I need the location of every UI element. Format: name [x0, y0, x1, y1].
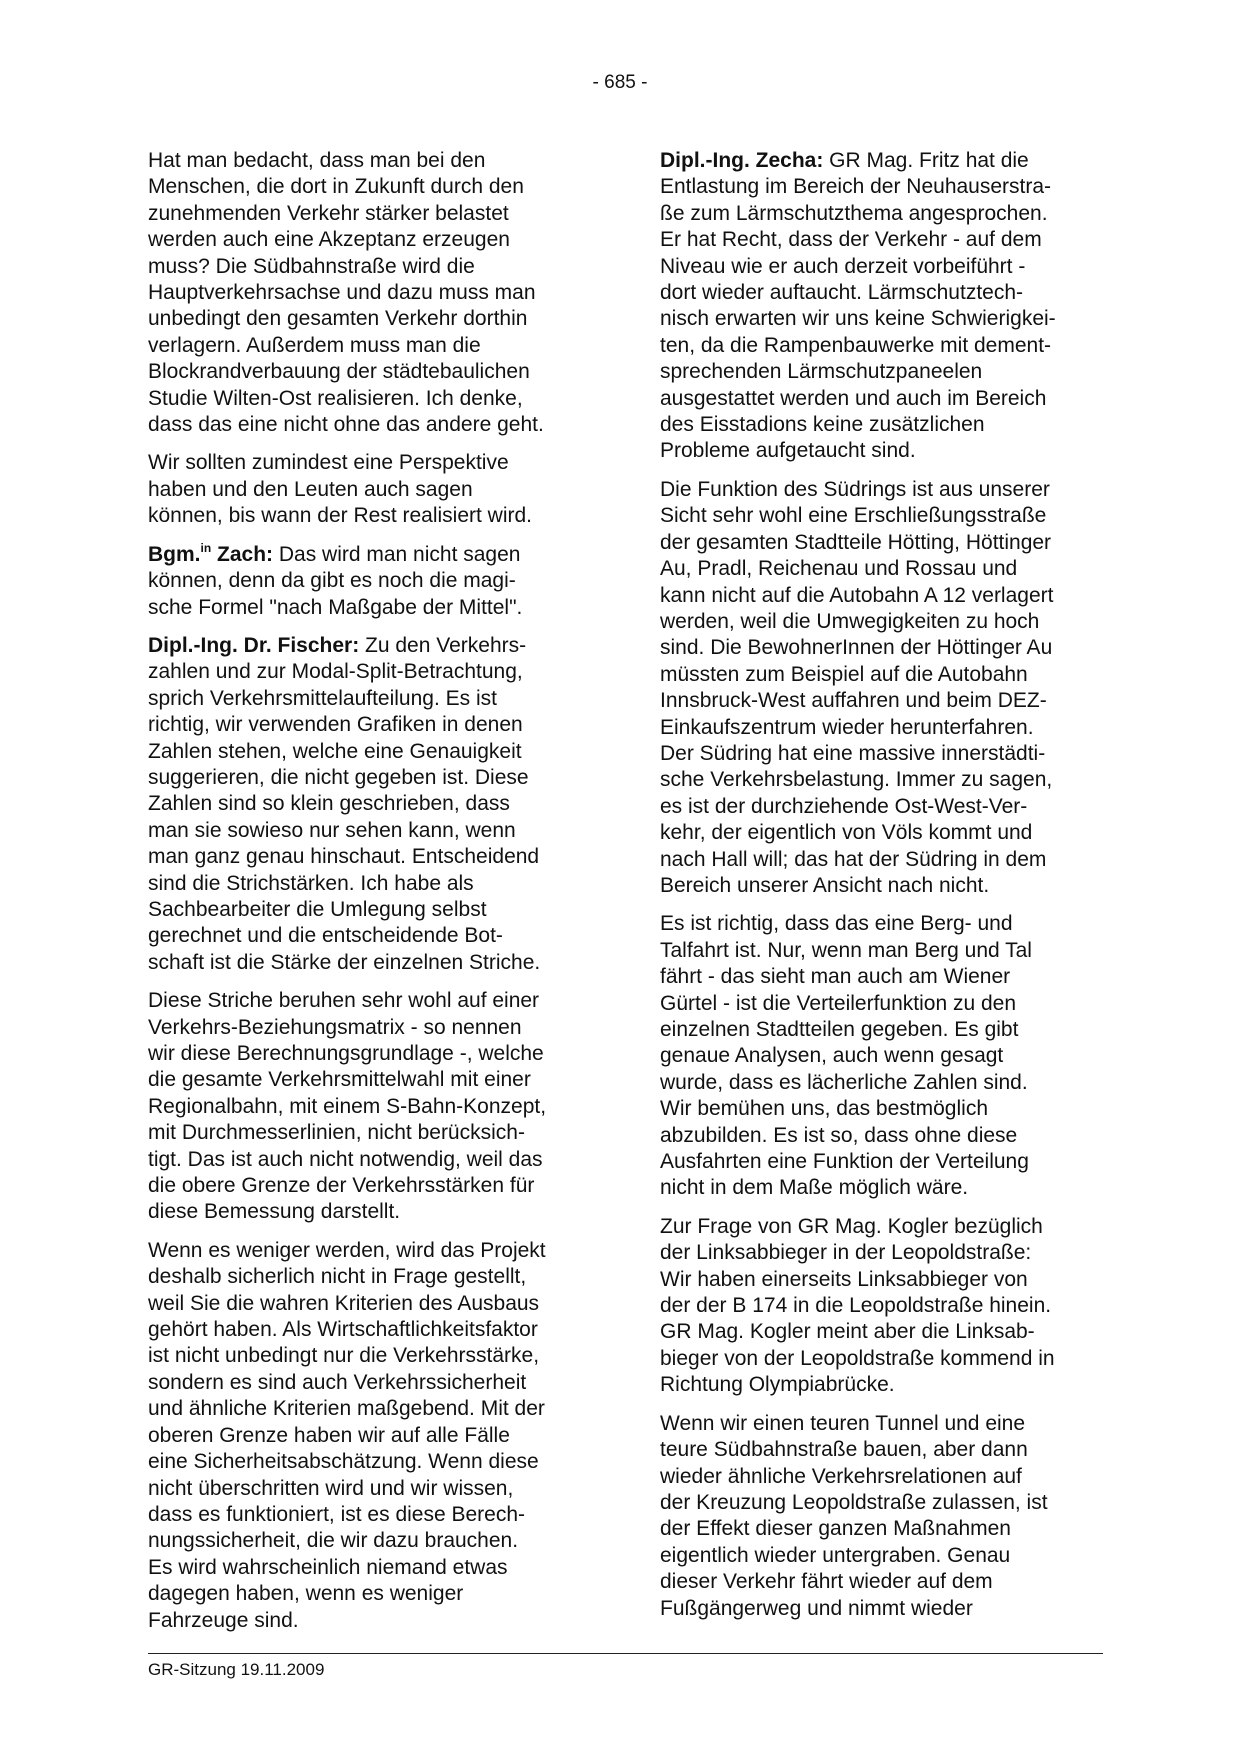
paragraph: Es ist richtig, dass das eine Berg- und Talfahrt ist. Nur, wenn man Berg und Tal fährt - das sieht man auch am Wiener Gürtel - ist die Verteilerfunktion zu den einzelnen Stadtteilen gegeben. Es gibt genaue Analysen, auch wenn gesagt wurde, dass es lächerliche Zahlen sind. Wir bemühen uns, das bestmöglich abzubilden. Es ist so, dass ohne diese Ausfahrten eine Funktion der Verteilung nicht in dem Maße möglich wäre. [660, 912, 1032, 1200]
speech-text: Zu den Verkehrs- zahlen und zur Modal-Split-Betrachtung, sprich Verkehrsmittelaufteilung. Es ist richtig, wir verwenden Grafiken in denen Zahlen stehen, welche eine Genauigkeit suggerieren, die nicht gegeben ist. Diese Zahlen sind so klein geschrieben, dass man sie sowieso nur sehen kann, wenn man ganz genau hinschaut. Entscheidend sind die Strichstärken. Ich habe als Sachbearbeiter die Umlegung selbst gerechnet und die entscheidende Bot- schaft ist die Stärke der einzelnen Striche. [148, 633, 541, 974]
paragraph [148, 542, 588, 621]
footer-divider [148, 1653, 1103, 1654]
right-column [660, 148, 1100, 1634]
speaker-name [148, 540, 274, 566]
speaker-name: Dipl.-Ing. Zecha: [660, 149, 824, 172]
left-column [148, 148, 588, 1646]
speaker-title: Bgm. [148, 542, 201, 566]
paragraph: Zur Frage von GR Mag. Kogler bezüglich der Linksabbieger in der Leopoldstraße: Wir haben einerseits Linksabbieger von der der B 174 in die Leopoldstraße hinein. GR Mag. Kogler meint aber die Linksab- bieger von der Leopoldstraße kommend in Richtung Olympiabrücke. [660, 1214, 1055, 1397]
page-number: - 685 - [592, 72, 648, 93]
paragraph: Wir sollten zumindest eine Perspektive haben und den Leuten auch sagen können, bis wann der Rest realisiert wird. [148, 451, 533, 528]
speech-text: Das wird man nicht sagen können, denn da gibt es noch die magi- sche Formel "nach Maßgabe der Mittel". [148, 542, 523, 619]
speaker-title-superscript: in [200, 540, 212, 555]
paragraph [148, 633, 588, 976]
speech-text: GR Mag. Fritz hat die Entlastung im Bereich der Neuhauserstra- ße zum Lärmschutzthema angesprochen. Er hat Recht, dass der Verkehr - auf dem Niveau wie er auch derzeit vorbeiführt - dort wieder auftaucht. Lärmschutztech- nisch erwarten wir uns keine Schwierigkei- ten, da die Rampenbauwerke mit dement- sprechenden Lärmschutzpaneelen ausgestattet werden und auch im Bereich des Eisstadions keine zusätzlichen Probleme aufgetaucht sind. [660, 149, 1056, 463]
paragraph: Wenn wir einen teuren Tunnel und eine teure Südbahnstraße bauen, aber dann wieder ähnliche Verkehrsrelationen auf der Kreuzung Leopoldstraße zulassen, ist der Effekt dieser ganzen Maßnahmen eigentlich wieder untergraben. Genau dieser Verkehr fährt wieder auf dem Fußgängerweg und nimmt wieder [660, 1411, 1048, 1620]
paragraph [660, 148, 1100, 465]
paragraph: Die Funktion des Südrings ist aus unserer Sicht sehr wohl eine Erschließungsstraße der gesamten Stadtteile Hötting, Höttinger Au, Pradl, Reichenau und Rossau und kann nicht auf die Autobahn A 12 verlagert werden, weil die Umwegigkeiten zu hoch sind. Die BewohnerInnen der Höttinger Au müssten zum Beispiel auf die Autobahn Innsbruck-West auffahren und beim DEZ- Einkaufszentrum wieder herunterfahren. Der Südring hat eine massive innerstädti- sche Verkehrsbelastung. Immer zu sagen, es ist der durchziehende Ost-West-Ver- kehr, der eigentlich von Völs kommt und nach Hall will; das hat der Südring in dem Bereich unserer Ansicht nach nicht. [660, 477, 1054, 897]
footer-session-date: GR-Sitzung 19.11.2009 [148, 1660, 325, 1679]
paragraph: Wenn es weniger werden, wird das Projekt deshalb sicherlich nicht in Frage gestellt, weil Sie die wahren Kriterien des Ausbaus gehört haben. Als Wirtschaftlichkeitsfaktor ist nicht unbedingt nur die Verkehrsstärke, sondern es sind auch Verkehrssicherheit und ähnliche Kriterien maßgebend. Mit der oberen Grenze haben wir auf alle Fälle eine Sicherheitsabschätzung. Wenn diese nicht überschritten wird und wir wissen, dass es funktioniert, ist es diese Berech- nungssicherheit, die wir dazu brauchen. Es wird wahrscheinlich niemand etwas dagegen haben, wenn es weniger Fahrzeuge sind. [148, 1238, 546, 1632]
speaker-name: Dipl.-Ing. Dr. Fischer: [148, 633, 360, 657]
paragraph: Diese Striche beruhen sehr wohl auf einer Verkehrs-Beziehungsmatrix - so nennen wir diese Berechnungsgrundlage -, welche die gesamte Verkehrsmittelwahl mit einer Regionalbahn, mit einem S-Bahn-Konzept, mit Durchmesserlinien, nicht berücksich- tigt. Das ist auch nicht notwendig, weil das die obere Grenze der Verkehrsstärken für diese Bemessung darstellt. [148, 989, 547, 1224]
speaker-surname: Zach: [211, 542, 274, 566]
paragraph: Hat man bedacht, dass man bei den Menschen, die dort in Zukunft durch den zunehmenden Verkehr stärker belastet werden auch eine Akzeptanz erzeugen muss? Die Südbahnstraße wird die Hauptverkehrsachse und dazu muss man unbedingt den gesamten Verkehr dorthin verlagern. Außerdem muss man die Blockrandverbauung der städtebaulichen Studie Wilten-Ost realisieren. Ich denke, dass das eine nicht ohne das andere geht. [148, 149, 544, 437]
